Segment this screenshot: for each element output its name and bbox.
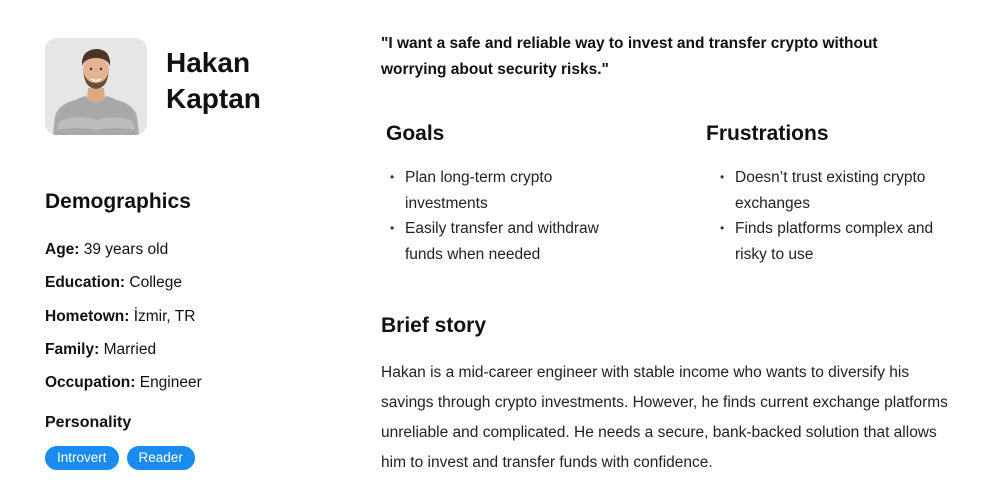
frustration-item: • Doesn’t trust existing crypto exchanges	[718, 165, 968, 216]
brief-story-heading: Brief story	[381, 314, 487, 337]
age-label: Age:	[45, 241, 80, 258]
frustrations-list	[718, 165, 968, 267]
person-illustration	[45, 38, 147, 135]
demographics-list	[45, 233, 202, 399]
persona-quote: "I want a safe and reliable way to invest and transfer crypto without worrying about security risks."	[381, 35, 878, 78]
demographics-occupation	[45, 366, 202, 399]
education-label: Education:	[45, 274, 126, 292]
avatar-photo	[45, 38, 147, 135]
demographics-age	[45, 233, 202, 266]
demographics-family	[45, 333, 202, 366]
hometown-value: İzmir, TR	[129, 307, 196, 325]
frustrations-heading: Frustrations	[706, 122, 829, 145]
personality-heading: Personality	[45, 414, 132, 431]
frustration-item: • Finds platforms complex and risky to use	[718, 216, 968, 267]
family-label: Family:	[45, 340, 100, 358]
demographics-education	[45, 266, 202, 299]
persona-first-name: Hakan	[166, 47, 251, 78]
occupation-value: Engineer	[135, 374, 202, 392]
hometown-label: Hometown:	[45, 307, 130, 325]
persona-last-name: Kaptan	[166, 83, 261, 114]
personality-tag: Reader	[127, 446, 195, 470]
goal-item: • Plan long-term crypto investments	[388, 165, 638, 216]
demographics-hometown	[45, 300, 202, 333]
education-value: College	[125, 274, 182, 292]
brief-story-text: Hakan is a mid-career engineer with stable income who wants to diversify his savings through crypto investments. However, he finds current exchange platforms unreliable and complicated. He needs a secure, bank-backed solution that allows him to invest and transfer funds with confidence.	[381, 364, 948, 471]
personality-tags	[45, 446, 195, 470]
age-value: 39 years old	[79, 241, 169, 258]
goal-item: • Easily transfer and withdraw funds when needed	[388, 216, 638, 267]
family-value: Married	[99, 340, 157, 358]
goals-list	[388, 165, 638, 267]
personality-tag: Introvert	[45, 446, 119, 470]
demographics-heading: Demographics	[45, 190, 191, 213]
persona-name	[166, 45, 316, 117]
occupation-label: Occupation:	[45, 374, 136, 392]
goals-heading: Goals	[386, 122, 445, 145]
